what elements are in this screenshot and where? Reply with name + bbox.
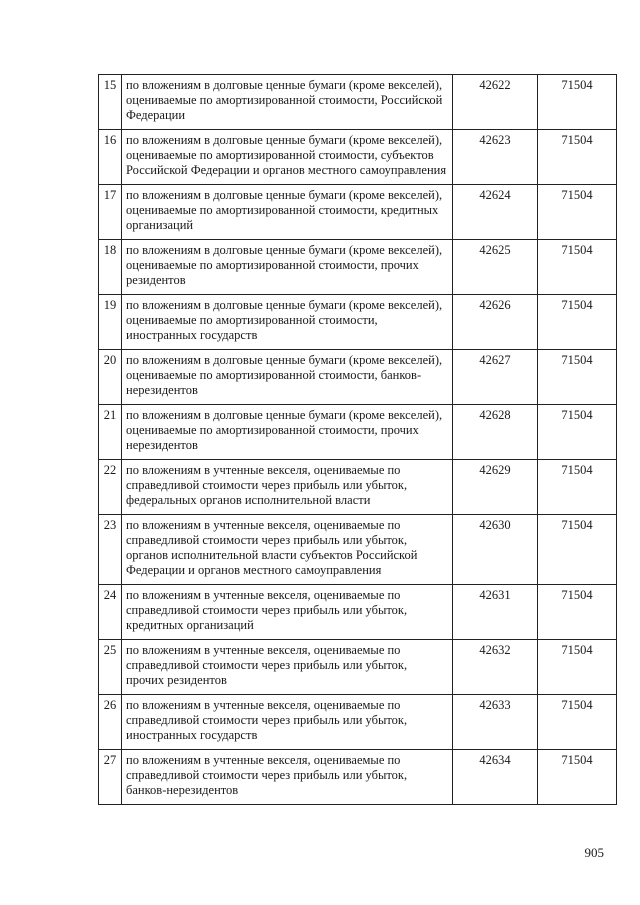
row-number: 17: [99, 185, 122, 240]
row-account: 42631: [453, 585, 538, 640]
row-account: 42634: [453, 750, 538, 805]
row-corr-account: 71504: [538, 75, 617, 130]
row-description: по вложениям в учтенные векселя, оцениваемые по справедливой стоимости через прибыль или убыток, банков-нерезидентов: [122, 750, 453, 805]
row-number: 21: [99, 405, 122, 460]
row-number: 23: [99, 515, 122, 585]
row-corr-account: 71504: [538, 185, 617, 240]
row-description: по вложениям в учтенные векселя, оцениваемые по справедливой стоимости через прибыль или убыток, кредитных организаций: [122, 585, 453, 640]
row-account: 42629: [453, 460, 538, 515]
row-corr-account: 71504: [538, 585, 617, 640]
table-row: [99, 295, 617, 350]
row-account: 42622: [453, 75, 538, 130]
accounts-table-body: [99, 75, 617, 805]
row-account: 42633: [453, 695, 538, 750]
row-number: 22: [99, 460, 122, 515]
row-corr-account: 71504: [538, 405, 617, 460]
table-row: [99, 75, 617, 130]
row-description: по вложениям в учтенные векселя, оцениваемые по справедливой стоимости через прибыль или убыток, иностранных государств: [122, 695, 453, 750]
row-description: по вложениям в учтенные векселя, оцениваемые по справедливой стоимости через прибыль или убыток, федеральных органов исполнительной власти: [122, 460, 453, 515]
row-account: 42627: [453, 350, 538, 405]
accounts-table: [98, 74, 617, 805]
row-number: 25: [99, 640, 122, 695]
row-number: 19: [99, 295, 122, 350]
row-corr-account: 71504: [538, 460, 617, 515]
row-account: 42624: [453, 185, 538, 240]
row-corr-account: 71504: [538, 130, 617, 185]
row-number: 15: [99, 75, 122, 130]
row-number: 24: [99, 585, 122, 640]
table-row: [99, 515, 617, 585]
row-account: 42623: [453, 130, 538, 185]
table-row: [99, 350, 617, 405]
row-description: по вложениям в долговые ценные бумаги (кроме векселей), оцениваемые по амортизированной стоимости, Российской Федерации: [122, 75, 453, 130]
row-account: 42625: [453, 240, 538, 295]
row-account: 42632: [453, 640, 538, 695]
row-account: 42626: [453, 295, 538, 350]
table-row: [99, 460, 617, 515]
row-number: 20: [99, 350, 122, 405]
row-account: 42630: [453, 515, 538, 585]
row-corr-account: 71504: [538, 350, 617, 405]
row-description: по вложениям в долговые ценные бумаги (кроме векселей), оцениваемые по амортизированной стоимости, иностранных государств: [122, 295, 453, 350]
table-row: [99, 750, 617, 805]
row-corr-account: 71504: [538, 515, 617, 585]
row-description: по вложениям в учтенные векселя, оцениваемые по справедливой стоимости через прибыль или убыток, прочих резидентов: [122, 640, 453, 695]
table-row: [99, 185, 617, 240]
table-row: [99, 695, 617, 750]
table-row: [99, 585, 617, 640]
table-row: [99, 640, 617, 695]
page-number: 905: [584, 845, 604, 860]
row-corr-account: 71504: [538, 295, 617, 350]
row-corr-account: 71504: [538, 695, 617, 750]
row-account: 42628: [453, 405, 538, 460]
table-row: [99, 240, 617, 295]
table-row: [99, 130, 617, 185]
row-corr-account: 71504: [538, 640, 617, 695]
row-description: по вложениям в долговые ценные бумаги (кроме векселей), оцениваемые по амортизированной стоимости, кредитных организаций: [122, 185, 453, 240]
row-corr-account: 71504: [538, 240, 617, 295]
row-description: по вложениям в учтенные векселя, оцениваемые по справедливой стоимости через прибыль или убыток, органов исполнительной власти субъектов Российской Федерации и органов местного самоуправления: [122, 515, 453, 585]
row-corr-account: 71504: [538, 750, 617, 805]
row-number: 27: [99, 750, 122, 805]
row-description: по вложениям в долговые ценные бумаги (кроме векселей), оцениваемые по амортизированной стоимости, прочих нерезидентов: [122, 405, 453, 460]
table-row: [99, 405, 617, 460]
row-description: по вложениям в долговые ценные бумаги (кроме векселей), оцениваемые по амортизированной стоимости, прочих резидентов: [122, 240, 453, 295]
row-description: по вложениям в долговые ценные бумаги (кроме векселей), оцениваемые по амортизированной стоимости, банков-нерезидентов: [122, 350, 453, 405]
row-description: по вложениям в долговые ценные бумаги (кроме векселей), оцениваемые по амортизированной стоимости, субъектов Российской Федерации и органов местного самоуправления: [122, 130, 453, 185]
row-number: 18: [99, 240, 122, 295]
row-number: 26: [99, 695, 122, 750]
row-number: 16: [99, 130, 122, 185]
